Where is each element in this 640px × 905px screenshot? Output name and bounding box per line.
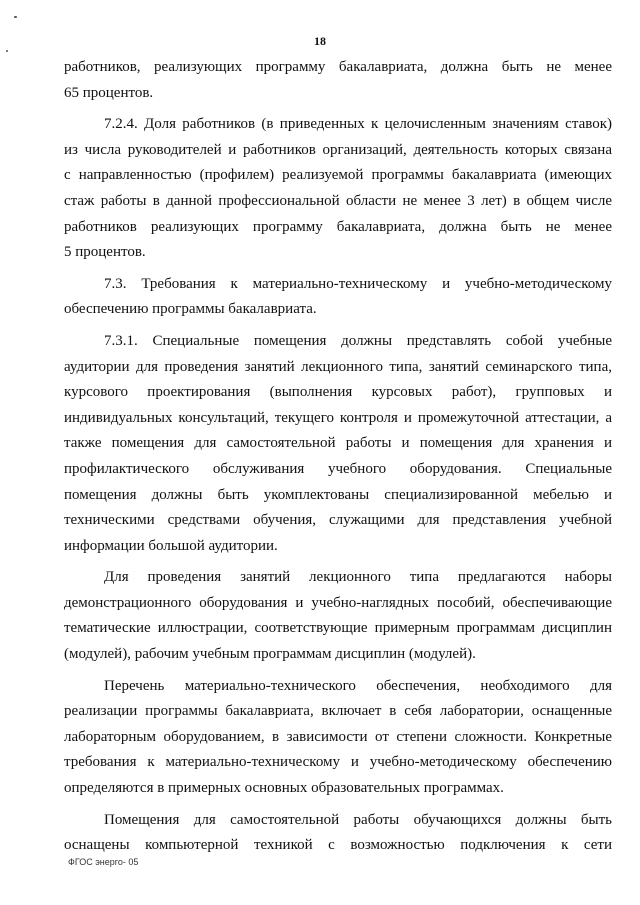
paragraph-lecture-equipment <box>64 565 612 667</box>
section-heading-7-3 <box>64 272 612 323</box>
text-line: Перечень материально-технического обеспечения, необходимого для <box>104 677 612 694</box>
text-line: 65 процентов. <box>64 84 154 101</box>
text-line: реализации программы бакалавриата, включает в себя лаборатории, оснащенные <box>64 703 612 720</box>
text-line: 7.3.1. Специальные помещения должны представлять собой учебные <box>104 332 612 349</box>
text-line: курсового проектирования (выполнения курсовых работ), групповых и <box>64 384 612 401</box>
paragraph-7-3-1 <box>64 329 612 559</box>
text-line: также помещения для самостоятельной работы и помещения для хранения и <box>64 435 612 452</box>
text-line: (модулей), рабочим учебным программам дисциплин (модулей). <box>64 646 476 663</box>
paragraph-7-2-4 <box>64 112 612 266</box>
scan-speck <box>6 50 8 52</box>
text-line: индивидуальных консультаций, текущего контроля и промежуточной аттестации, а <box>64 409 612 426</box>
paragraph-continuation <box>64 55 612 106</box>
page-number: 18 <box>314 34 326 48</box>
text-line: с направленностью (профилем) реализуемой программы бакалавриата (имеющих <box>64 167 612 184</box>
text-line: 7.3. Требования к материально-техническому и учебно-методическому <box>104 275 612 292</box>
text-line: 5 процентов. <box>64 244 146 261</box>
text-line: техническими средствами обучения, служащими для представления учебной <box>64 512 612 529</box>
text-line: информации большой аудитории. <box>64 537 278 554</box>
text-line: работников, реализующих программу бакалавриата, должна быть не менее <box>64 59 612 75</box>
text-line: лабораторным оборудованием, в зависимости от степени сложности. Конкретные <box>64 728 612 745</box>
text-line: стаж работы в данной профессиональной области не менее 3 лет) в общем числе <box>64 192 612 209</box>
text-line: требования к материально-техническому и учебно-методическому обеспечению <box>64 754 612 771</box>
footer-label: ФГОС энерго- 05 <box>68 857 139 867</box>
text-line: из числа руководителей и работников организаций, деятельность которых связана <box>64 141 612 158</box>
text-line: тематические иллюстрации, соответствующие примерным программам дисциплин <box>64 620 612 637</box>
scan-speck <box>14 16 17 18</box>
document-body <box>64 55 612 865</box>
text-line: аудитории для проведения занятий лекционного типа, занятий семинарского типа, <box>64 358 612 375</box>
text-line: Помещения для самостоятельной работы обучающихся должны быть <box>104 811 612 828</box>
text-line: определяются в примерных основных образовательных программах. <box>64 780 504 797</box>
text-line: работников реализующих программу бакалавриата, должна быть не менее <box>64 218 612 235</box>
text-line: оснащены компьютерной техникой с возможностью подключения к сети <box>64 837 612 854</box>
paragraph-material-support <box>64 674 612 802</box>
text-line: Для проведения занятий лекционного типа предлагаются наборы <box>104 569 612 586</box>
text-line: профилактического обслуживания учебного оборудования. Специальные <box>64 460 612 477</box>
text-line: демонстрационного оборудования и учебно-наглядных пособий, обеспечивающие <box>64 594 612 611</box>
text-line: обеспечению программы бакалавриата. <box>64 301 317 318</box>
paragraph-self-study-rooms <box>64 808 612 859</box>
text-line: помещения должны быть укомплектованы специализированной мебелью и <box>64 486 612 503</box>
text-line: 7.2.4. Доля работников (в приведенных к целочисленным значениям ставок) <box>104 116 612 133</box>
